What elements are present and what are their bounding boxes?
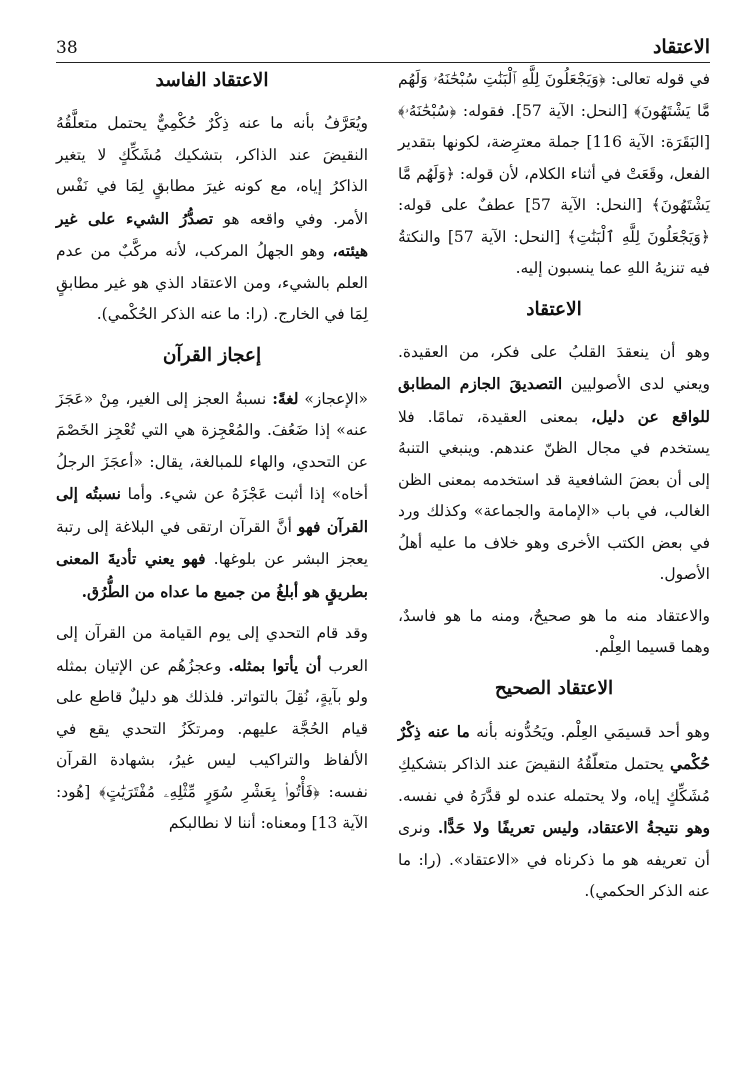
page-number: 38 [56, 38, 78, 58]
itiqad-definition-paragraph [398, 337, 710, 591]
bold-text-run: فهو يعني تأديةَ المعنى بطريقٍ هو أبلغُ من جميع ما عداه من الطُّرُق. [56, 549, 368, 601]
text-run: أنَّ القرآن ارتقى في البلاغة إلى رتبة يعجز البشر عن بلوغها. [56, 517, 369, 568]
ijaz-definition-paragraph [56, 383, 368, 609]
itiqad-division-paragraph: والاعتقاد منه ما هو صحيحٌ، ومنه ما هو فاسدٌ، وهما قسيما العِلْم. [398, 606, 710, 656]
text-run: ويُعَرَّفُ بأنه ما عنه ذِكْرٌ حُكْمِيٌّ يحتمل متعلَّقُهُ النقيضَ عند الذاكر، بتشكيك مُشَكِّكٍ لا يتغير الذاكرُ إياه، مع كونه غيرَ مطابقٍ لِمَا في نَفْس الأمر. وفي واقعه هو [56, 114, 368, 228]
bold-text-run: التصديقَ الجازم المطابق للواقع عن دليل، [398, 374, 710, 426]
text-run: نسبةُ العجز إلى الغير، مِنْ «عَجَزَ عنه» إذا ضَعُفَ. والمُعْجِزة هي التي تُعْجِز الخَصْمَ عن التحدي، والهاء للمبالغة، يقال: «أعجَزَ الرجلُ أخاه» إذا أثبت عَجْزَهُ عن شيء. وأما [56, 389, 369, 503]
left-column [56, 64, 368, 1050]
bold-text-run: ما عنه ذِكْرٌ حُكْمي [398, 721, 710, 773]
itiqad-fasid-paragraph [56, 108, 368, 331]
text-run: وهو الجهلُ المركب، لأنه مركَّبٌ من عدم العلم بالشيء، ومن الاعتقاد الذي هو غير مطابقٍ لِمَا في الخارج. (را: ما عنه الذكر الحُكْمي). [56, 242, 368, 323]
text-run: يحتمل متعلّقُهُ النقيضَ عند الذاكر بتشكيكِ مُشَكِّكٍ إياه، ولا يحتمله عنده لو قدَّرَهُ في نفسه. [398, 755, 710, 805]
entry-heading-itiqad: الاعتقاد [526, 298, 582, 320]
entry-heading-itiqad-sahih: الاعتقاد الصحيح [494, 677, 614, 699]
text-run: وهو أن ينعقدَ القلبُ على فكر، من العقيدة. ويعني لدى الأصوليين [398, 342, 710, 393]
bold-text-run: نسبتُه إلى القرآن فهو [56, 484, 369, 536]
text-run: بمعنى العقيدة، تمامًا. فلا يستخدم في مجال الظنّ عندهم. وينبغي التنبهُ إلى أن بعضَ الشافعية قد استخدمه بمعنى الظن الغالب، في باب «الإمامة والجماعة» وكذلك ورد في بعض الكتب الأخرى وهو خلاف ما عليه أهلُ الأصول. [398, 407, 710, 583]
text-run: ونرى أن تعريفه هو ما ذكرناه في «الاعتقاد». (را: ما عنه الذكر الحكمي). [398, 819, 710, 900]
text-run: وعجزُهُم عن الإتيان بمثله ولو بآيةٍ، نُقِلَ بالتواتر. فلذلك هو دليلٌ قاطع على قيام الحُجَّة عليهم. ومرتكَزُ التحدي يقع في الألفاظ والتراكيب ليس غيرُ، بشهادة القرآن نفسه: ﴿فَأْتُوا۟ بِعَشْرِ سُوَرٍ مِّثْلِهِۦ مُفْتَرَيَٰتٍ﴾ [هُود: الآية 13] ومعناه: أننا لا نطالبكم [56, 656, 368, 832]
entry-heading-ijaz-quran: إعجاز القرآن [162, 344, 262, 366]
bold-text-run: أن يأتوا بمثله. [228, 655, 322, 675]
text-run: وهو أحد قسيمَي العِلْم. ويَحُدُّونه بأنه [469, 722, 711, 741]
bold-text-run: وهو نتيجةُ الاعتقاد، وليس تعريفًا ولا حَدًّا. [437, 818, 710, 837]
text-run: «الإعجاز» [298, 389, 368, 408]
right-column [398, 64, 710, 1050]
bold-text-run: تصدُّرُ الشيء على غير هيئته، [56, 208, 368, 260]
two-column-body [56, 64, 710, 1050]
page-header [56, 24, 710, 63]
text-run: وقد قام التحدي إلى يوم القيامة من القرآن إلى العرب [56, 624, 368, 675]
quran-commentary-paragraph: في قوله تعالى: ﴿وَيَجْعَلُونَ لِلَّهِ ٱلْبَنَٰتِ سُبْحَٰنَهُۥ وَلَهُم مَّا يَشْتَهُونَ﴾ [النحل: الآية 57]. فقوله: ﴿سُبْحَٰنَهُۥ﴾ [البَقَرَة: الآية 116] جملة معترِضة، لكونها بتقدير الفعل، وقَعَتْ في أثناء الكلام، لأن قوله: ﴿وَلَهُم مَّا يَشْتَهُونَ﴾ [النحل: الآية 57] عطفٌ على قوله: ﴿وَيَجْعَلُونَ لِلَّهِ ٱلْبَنَٰتِ﴾ [النحل: الآية 57] والنكتةُ فيه تنزيهُ اللهِ عما ينسبون إليه. [398, 70, 711, 277]
running-title: الاعتقاد [652, 36, 710, 58]
ijaz-challenge-paragraph [56, 618, 368, 840]
bold-text-run: لغةً: [272, 388, 299, 408]
itiqad-sahih-paragraph [398, 716, 710, 908]
entry-heading-itiqad-fasid: الاعتقاد الفاسد [155, 70, 269, 91]
